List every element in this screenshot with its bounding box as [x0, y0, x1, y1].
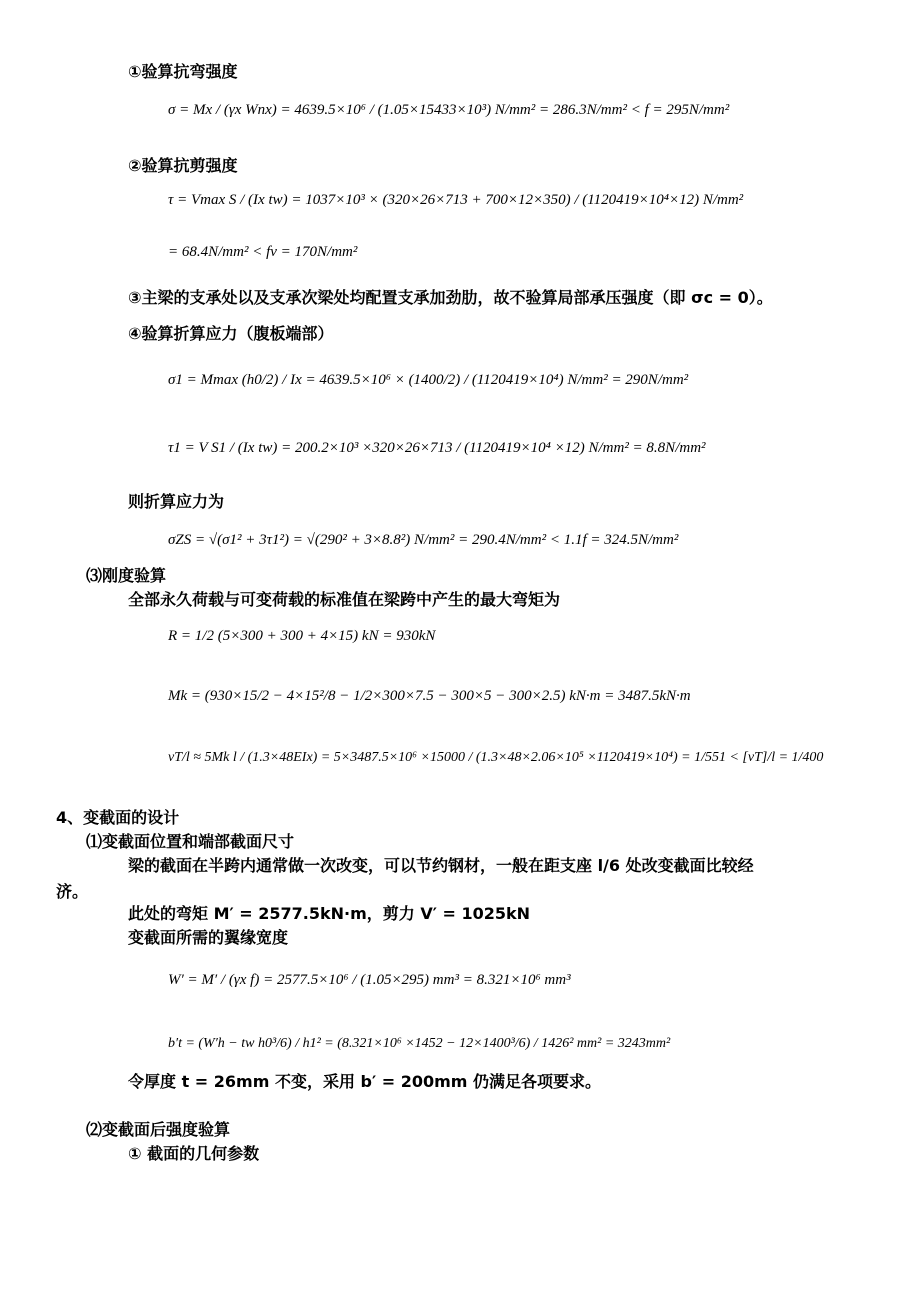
equation-Mk: Mk = (930×15/2 − 4×15²/8 − 1/2×300×7.5 − 300×5 − 300×2.5) kN·m = 3487.5kN·m: [168, 688, 691, 704]
heading-bearing-note: ③主梁的支承处以及支承次梁处均配置支承加劲肋，故不验算局部承压强度（即 σc = 0）。: [128, 288, 773, 307]
paragraph-line-2: 济。: [56, 882, 89, 901]
equation-shear-result: = 68.4N/mm² < fv = 170N/mm²: [168, 244, 358, 260]
heading-converted-stress: ④验算折算应力（腹板端部）: [128, 324, 334, 343]
subheading-strength-after-change: ⑵变截面后强度验算: [86, 1120, 231, 1139]
heading-shear-check: ②验算抗剪强度: [128, 156, 238, 175]
rigidity-intro: 全部永久荷载与可变荷载的标准值在梁跨中产生的最大弯矩为: [128, 590, 561, 609]
equation-bending-stress: σ = Mx / (γx Wnx) = 4639.5×10⁶ / (1.05×15433×10³) N/mm² = 286.3N/mm² < f = 295N/mm²: [168, 102, 730, 118]
equation-sigma-zs: σZS = √(σ1² + 3τ1²) = √(290² + 3×8.8²) N/mm² = 290.4N/mm² < 1.1f = 324.5N/mm²: [168, 532, 679, 548]
moment-shear-line: 此处的弯矩 M′ = 2577.5kN·m，剪力 V′ = 1025kN: [128, 904, 531, 923]
equation-deflection: vT/l ≈ 5Mk l / (1.3×48EIx) = 5×3487.5×10⁶ ×15000 / (1.3×48×2.06×10⁵ ×1120419×10⁴) = 1/551 < [vT]/l = 1/400: [168, 750, 824, 765]
equation-R: R = 1/2 (5×300 + 300 + 4×15) kN = 930kN: [168, 628, 436, 644]
heading-rigidity: ⑶刚度验算: [86, 566, 167, 585]
item-geometric-parameters: ① 截面的几何参数: [128, 1144, 260, 1163]
paragraph-line-1: 梁的截面在半跨内通常做一次改变，可以节约钢材，一般在距支座 l/6 处改变截面比较经: [128, 856, 754, 875]
equation-tau1: τ1 = V S1 / (Ix tw) = 200.2×10³ ×320×26×713 / (1120419×10⁴ ×12) N/mm² = 8.8N/mm²: [168, 440, 706, 456]
equation-W-prime: W′ = M′ / (γx f) = 2577.5×10⁶ / (1.05×295) mm³ = 8.321×10⁶ mm³: [168, 972, 571, 988]
heading-section4: 4、变截面的设计: [56, 808, 180, 827]
equation-sigma1: σ1 = Mmax (h0/2) / Ix = 4639.5×10⁶ × (1400/2) / (1120419×10⁴) N/mm² = 290N/mm²: [168, 372, 689, 388]
heading-bending-check: ①验算抗弯强度: [128, 62, 238, 81]
thickness-line: 令厚度 t = 26mm 不变，采用 b′ = 200mm 仍满足各项要求。: [128, 1072, 602, 1091]
equation-shear-stress: τ = Vmax S / (Ix tw) = 1037×10³ × (320×26×713 + 700×12×350) / (1120419×10⁴×12) N/mm²: [168, 192, 744, 208]
subheading-change-position: ⑴变截面位置和端部截面尺寸: [86, 832, 295, 851]
flange-width-line: 变截面所需的翼缘宽度: [128, 928, 289, 947]
heading-converted-result: 则折算应力为: [128, 492, 225, 511]
equation-bt: b′t = (W′h − tw h0³/6) / h1² = (8.321×10⁶ ×1452 − 12×1400³/6) / 1426² mm² = 3243mm²: [168, 1036, 671, 1051]
